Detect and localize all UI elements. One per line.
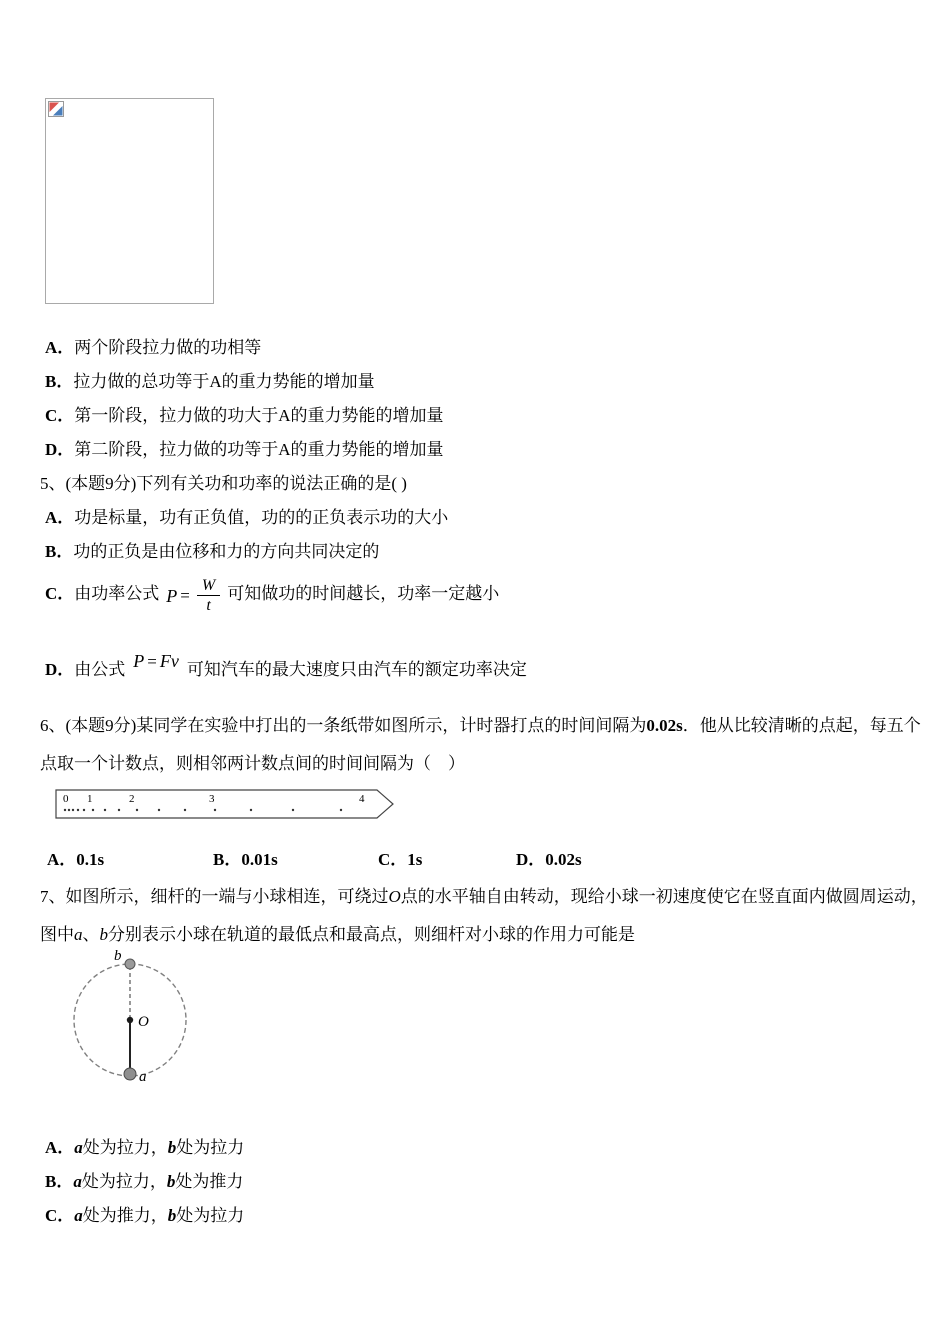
- formula-power-w-over-t: [166, 569, 220, 622]
- option-letter: B．: [213, 850, 242, 869]
- option-letter: A．: [45, 1138, 75, 1157]
- option-var-a: a: [73, 1172, 82, 1191]
- option-text: 处为拉力，: [82, 1138, 168, 1157]
- option-letter: D．: [45, 660, 75, 679]
- option-text: 处为推力，: [82, 1206, 168, 1225]
- q4-options: [45, 331, 444, 467]
- option-letter: B．: [45, 372, 74, 391]
- figure-placeholder-box: [45, 98, 214, 304]
- formula-p-equals-fv: [133, 652, 179, 671]
- option-text: 第一阶段，拉力做的功大于A的重力势能的增加量: [74, 406, 444, 425]
- stem-text: 、: [82, 925, 100, 944]
- option-text: 处为拉力，: [81, 1172, 167, 1191]
- q5-option-c: [45, 568, 499, 622]
- pivot-point: [127, 1017, 133, 1023]
- q5-option-a: [45, 501, 448, 535]
- stem-var-a: a: [74, 925, 83, 944]
- q5-stem: 5、(本题9分)下列有关功和功率的说法正确的是( ): [40, 474, 407, 493]
- formula-equals: =: [180, 585, 190, 605]
- option-text: 功是标量，功有正负值，功的的正负表示功的大小: [74, 508, 449, 527]
- q7-option-b: [45, 1165, 244, 1199]
- stem-text: 6、(本题9分)某同学在实验中打出的一条纸带如图所示，计时器打点的时间间隔为: [40, 716, 647, 735]
- figure-label-b: b: [114, 948, 122, 964]
- option-letter: A．: [45, 338, 75, 357]
- tape-outline: [56, 790, 393, 818]
- tape-number-1: 1: [87, 793, 93, 805]
- circular-motion-figure: [62, 948, 202, 1098]
- option-letter: D．: [45, 440, 75, 459]
- formula-rhs: Fv: [159, 651, 179, 671]
- q7-stem: [40, 878, 928, 954]
- paper-tape-figure: [55, 788, 395, 825]
- option-text-prefix: 由公式: [74, 660, 126, 679]
- option-var-b: b: [167, 1206, 177, 1225]
- option-text: 两个阶段拉力做的功相等: [74, 338, 262, 357]
- option-var-a: a: [74, 1138, 83, 1157]
- q7-option-a: [45, 1131, 244, 1165]
- option-letter: B．: [45, 542, 74, 561]
- formula-lhs: P: [166, 585, 178, 606]
- option-var-a: a: [74, 1206, 83, 1225]
- stem-text: 分别表示小球在轨道的最低点和最高点，则细杆对小球的作用力可能是: [108, 925, 635, 944]
- stem-text: 点的水平轴自由转动，现给小球一初速度使它在竖直面内做圆周运动，图中: [40, 887, 928, 944]
- formula-lhs: P: [133, 651, 145, 671]
- broken-image-icon: [48, 101, 64, 117]
- fraction-denominator: t: [206, 597, 211, 615]
- option-letter: B．: [45, 1172, 74, 1191]
- option-letter: A．: [47, 850, 77, 869]
- q4-option-a: [45, 331, 444, 365]
- option-text: 0.1s: [76, 850, 105, 869]
- option-text: 拉力做的总功等于A的重力势能的增加量: [73, 372, 375, 391]
- q5-option-d: [45, 652, 527, 687]
- tape-number-2: 2: [129, 793, 135, 805]
- option-var-b: b: [167, 1138, 177, 1157]
- option-letter: C．: [45, 406, 75, 425]
- option-text: 处为推力: [175, 1172, 244, 1191]
- q6-option-c: [378, 845, 422, 870]
- tape-number-0: 0: [63, 793, 69, 805]
- q6-option-b: [213, 845, 278, 870]
- stem-var-b: b: [99, 925, 108, 944]
- tape-number-3: 3: [209, 793, 215, 805]
- figure-label-a: a: [139, 1069, 147, 1085]
- option-text-suffix: 可知汽车的最大速度只由汽车的额定功率决定: [186, 660, 527, 679]
- q7-options: [45, 1131, 244, 1233]
- ball-bottom: [124, 1068, 136, 1080]
- option-letter: A．: [45, 508, 75, 527]
- figure-label-o: O: [138, 1014, 149, 1030]
- option-text: 功的正负是由位移和力的方向共同决定的: [73, 542, 380, 561]
- q4-option-c: [45, 399, 444, 433]
- stem-bold-value: 0.02s: [646, 716, 683, 735]
- option-text: 处为拉力: [176, 1138, 245, 1157]
- option-letter: D．: [516, 850, 546, 869]
- q4-option-d: [45, 433, 444, 467]
- option-letter: C．: [45, 584, 75, 603]
- q6-option-a: [47, 845, 104, 870]
- q5-option-b: [45, 535, 379, 569]
- fraction-w-over-t: [197, 576, 220, 615]
- formula-equals: =: [147, 652, 157, 671]
- option-text: 处为拉力: [176, 1206, 245, 1225]
- option-text-prefix: 由功率公式: [74, 584, 160, 603]
- fraction-numerator: W: [197, 576, 220, 596]
- q6-stem: [40, 707, 922, 783]
- option-letter: C．: [378, 850, 408, 869]
- stem-text: 7、如图所示，细杆的一端与小球相连，可绕过: [40, 887, 389, 906]
- stem-text: ．他从比较清晰的点起，每五个点取一个计数点，则相邻两计数点间的时间间隔为（ ）: [40, 716, 921, 773]
- option-text: 0.02s: [545, 850, 582, 869]
- ball-top: [125, 959, 135, 969]
- option-text: 0.01s: [241, 850, 278, 869]
- option-text: 1s: [407, 850, 423, 869]
- option-text-suffix: 可知做功的时间越长，功率一定越小: [227, 584, 500, 603]
- stem-var-O: O: [388, 887, 401, 906]
- tape-number-4: 4: [359, 793, 365, 805]
- q6-option-d: [516, 845, 582, 870]
- option-text: 第二阶段，拉力做的功等于A的重力势能的增加量: [74, 440, 444, 459]
- q4-option-b: [45, 365, 444, 399]
- option-var-b: b: [166, 1172, 176, 1191]
- q7-option-c: [45, 1199, 244, 1233]
- q6-options-row: [45, 845, 915, 879]
- option-letter: C．: [45, 1206, 75, 1225]
